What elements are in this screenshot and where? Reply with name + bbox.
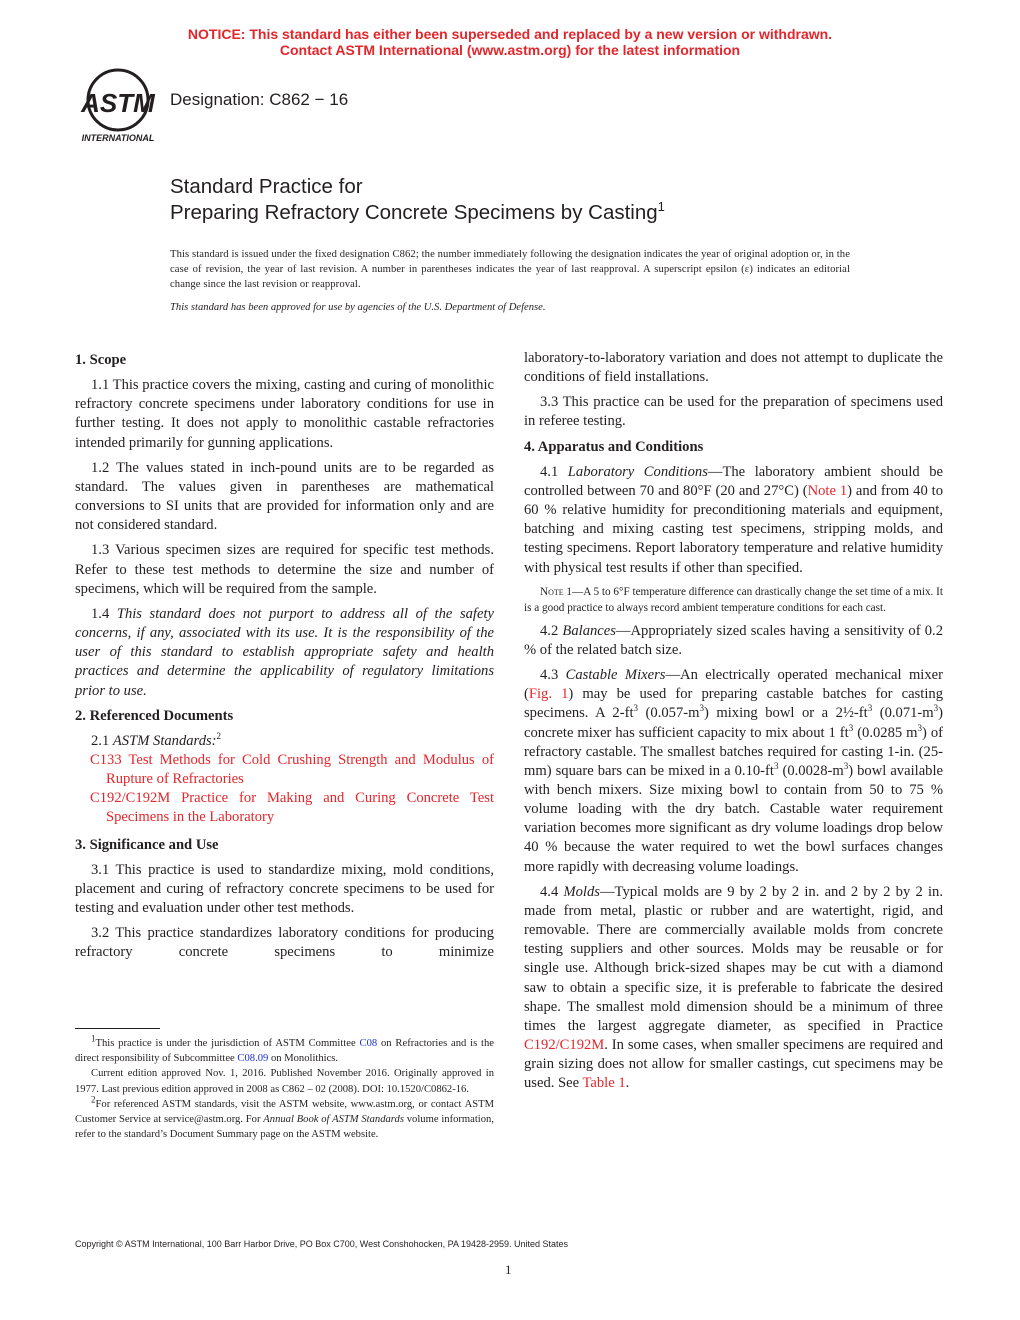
title-text: Preparing Refractory Concrete Specimens by Casting [170, 201, 658, 224]
footnote-ref: 1 [657, 199, 665, 215]
text: ) mixing bowl or a 2½-ft [703, 705, 868, 722]
text: (0.0028-m [778, 762, 844, 779]
superscript: 3 [933, 703, 939, 714]
footnote-divider [75, 1028, 160, 1029]
text: This practice is under the jurisdiction of ASTM Committee [95, 1038, 360, 1049]
para-number: 1.4 [91, 605, 117, 622]
section-heading: 1. Scope [75, 352, 127, 368]
text: —Typical molds are 9 by 2 by 2 in. and 2 by 2 by 2 in. made from metal, plastic or rubber and are watertight, rigid, and removable. There are commercially available molds from concrete testing suppliers and other sources. Molds may be reusable or for single use. Although brick-sized shapes may be cut with a diamond saw to obtain a specific size, it is preferable to fabricate the desired shape. The smallest mold dimension should be a minimum of three times the largest aggregate diameter, as specified in Practice [524, 883, 943, 1034]
designation: Designation: C862 − 16 [170, 90, 349, 109]
paragraph: 1.1 This practice covers the mixing, casting and curing of monolithic refractory concrete specimens under laboratory conditions for use in further testing. It does not apply to monolithic castable refractories intended primarily for gunning applications. [75, 377, 494, 451]
reference-title[interactable]: Test Methods for Cold Crushing Strength and Modulus of Rupture of Refractories [106, 751, 494, 788]
reference-link-c133[interactable]: C133 [90, 751, 122, 768]
paragraph: 1.2 The values stated in inch-pound units are to be regarded as standard. The values given in parentheses are mathematical conversions to SI units that are provided for information only and are not considered standard. [75, 459, 494, 534]
table-1-link[interactable]: Table 1 [582, 1075, 626, 1092]
c192-link[interactable]: C192/C192M [524, 1037, 605, 1053]
para-number: 4.4 [540, 883, 564, 900]
subheading: Castable Mixers [565, 667, 666, 684]
document-title [170, 174, 665, 226]
superscript: 3 [633, 703, 639, 714]
committee-link[interactable]: C08 [359, 1038, 378, 1049]
paragraph: 3.1 This practice is used to standardize mixing, mold conditions, placement and curing of refractory concrete specimens to be used for testing and evaluation under other test methods. [75, 861, 494, 917]
superscript: 3 [843, 760, 849, 771]
preamble: This standard is issued under the fixed designation C862; the number immediately following the designation indicates the year of original adoption or, in the case of revision, the year of last revision. A number in parentheses indicates the year of last reapproval. A superscript epsilon (ε) indicates an editorial change since the last revision or reapproval. [170, 249, 850, 290]
paragraph [524, 622, 943, 660]
paragraph: 3.3 This practice can be used for the preparation of specimens used in referee testing. [524, 394, 943, 430]
title-line-1: Standard Practice for [170, 175, 363, 198]
text: volume information, refer to the standard’s Document Summary page on the ASTM website. [75, 1114, 494, 1141]
footnote-ref: 2 [216, 730, 222, 741]
paragraph: laboratory-to-laboratory variation and does not attempt to duplicate the conditions of field installations. [524, 350, 943, 386]
footnote-marker: 2 [91, 1094, 96, 1105]
edition-info: Current edition approved Nov. 1, 2016. Published November 2016. Originally approved in 1977. Last previous edition approved in 2008 as C862 – 02 (2008). DOI: 10.1520/C0862-16. [75, 1068, 494, 1095]
superscript: 3 [773, 760, 779, 771]
superscript: 3 [917, 722, 923, 733]
text: —An electrically operated mechanical mixer ( [524, 667, 943, 703]
reference-item [75, 751, 494, 789]
footnotes [75, 1033, 495, 1142]
reference-item [75, 789, 494, 827]
subheading: ASTM Standards: [112, 732, 217, 749]
paragraph [524, 883, 943, 1094]
text: —The laboratory ambient should be controlled between 70 and 80°F (20 and 27°C) ( [524, 463, 943, 499]
notice-line-1: NOTICE: This standard has either been superseded and replaced by a new version or withdrawn. [187, 26, 833, 42]
para-number: 2.1 [91, 732, 113, 749]
astm-logo [76, 68, 160, 144]
section-heading: 4. Apparatus and Conditions [524, 438, 704, 455]
withdrawal-notice [0, 27, 1020, 58]
paragraph [524, 666, 943, 877]
left-column [75, 349, 494, 969]
paragraph [75, 605, 494, 701]
text: ) may be used for preparing castable batches for casting specimens. A 2-ft [524, 686, 943, 722]
svg-text:INTERNATIONAL: INTERNATIONAL [81, 133, 155, 143]
superscript: 3 [699, 703, 704, 714]
superscript: 3 [848, 722, 854, 733]
note-1-link[interactable]: Note 1 [807, 482, 848, 499]
copyright: Copyright © ASTM International, 100 Barr Harbor Drive, PO Box C700, West Conshohocken, PA 19428-2959. United States [75, 1239, 569, 1249]
text: . In some cases, when smaller specimens are required and grain sizing does not allow for smaller castings, cut specimens may be used. See [524, 1037, 943, 1092]
para-number: 4.2 [540, 622, 563, 639]
paragraph [75, 732, 494, 751]
section-heading: 3. Significance and Use [75, 836, 219, 853]
note-1 [524, 584, 943, 616]
superscript: 3 [867, 703, 873, 714]
notice-line-2: Contact ASTM International (www.astm.org) for the latest information [279, 41, 741, 58]
subheading: Laboratory Conditions [567, 463, 708, 480]
subheading: Molds [563, 883, 600, 900]
safety-caveat: This standard does not purport to address all of the safety concerns, if any, associated with its use. It is the responsibility of the user of this standard to establish appropriate safety and health practices and determine the applicability of regulatory limitations prior to use. [75, 605, 494, 699]
note-label: Note 1 [540, 585, 573, 598]
figure-1-link[interactable]: Fig. 1 [528, 686, 569, 703]
text: . [625, 1075, 630, 1092]
footnote-marker: 1 [91, 1033, 96, 1044]
right-column [524, 349, 943, 1099]
text: (0.057-m [638, 705, 700, 722]
note-text: —A 5 to 6°F temperature difference can drastically change the set time of a mix. It is a good practice to always record ambient temperature conditions for each cast. [524, 585, 943, 614]
dod-approval: This standard has been approved for use by agencies of the U.S. Department of Defense. [170, 302, 546, 313]
paragraph: 3.2 This practice standardizes laboratory conditions for producing refractory concrete specimens to minimize [75, 925, 494, 961]
text: on Refractories and is the direct responsibility of Subcommittee [75, 1038, 495, 1065]
reference-link-c192[interactable]: C192/C192M [90, 790, 171, 807]
text: ) concrete mixer has sufficient capacity to mix about 1 ft [524, 705, 944, 741]
book-title: Annual Book of ASTM Standards [263, 1114, 404, 1126]
para-number: 4.1 [540, 463, 568, 480]
reference-title[interactable]: Practice for Making and Curing Concrete Test Specimens in the Laboratory [106, 790, 494, 826]
text: ) of refractory castable. The smallest batches required for casting 1-in. (25-mm) square bars can be mixed in a 0.10-ft [524, 724, 943, 779]
text: ) bowl available with bench mixers. Size mixing bowl to contain from 50 to 75 % volume loading with the dry batch. Castable water requirement variation becomes more significant as dry volume loadings drop below 40 % because the water required to wet the bowl surfaces changes more rapidly with decreasing volume loadings. [524, 762, 944, 875]
svg-text:ASTM: ASTM [81, 88, 155, 118]
footnote-1 [75, 1033, 495, 1066]
text: —Appropriately sized scales having a sensitivity of 0.2 % of the related batch size. [524, 622, 944, 658]
section-heading: 2. Referenced Documents [75, 707, 234, 724]
text: ) and from 40 to 60 % relative humidity for preconditioning materials and equipment, batching and mixing casting test specimens, stripping molds, and testing specimens. Report laboratory temperature and relative humidity with physical test results if other than specified. [524, 482, 943, 576]
text: on Monolithics. [268, 1053, 339, 1065]
text: For referenced ASTM standards, visit the ASTM website, www.astm.org, or contact ASTM Customer Service at service@astm.org. For [75, 1098, 494, 1126]
paragraph [524, 463, 943, 578]
page-number: 1 [505, 1262, 512, 1277]
subcommittee-link[interactable]: C08.09 [237, 1053, 269, 1065]
title-line-2 [170, 200, 665, 226]
footnote-2 [75, 1094, 494, 1143]
para-number: 4.3 [540, 667, 566, 684]
text: (0.0285 m [853, 724, 918, 741]
subheading: Balances [562, 622, 616, 639]
text: (0.071-m [872, 705, 934, 722]
paragraph: 1.3 Various specimen sizes are required for specific test methods. Refer to these test methods to determine the size and number of specimens, which will be required from the sample. [75, 542, 494, 597]
